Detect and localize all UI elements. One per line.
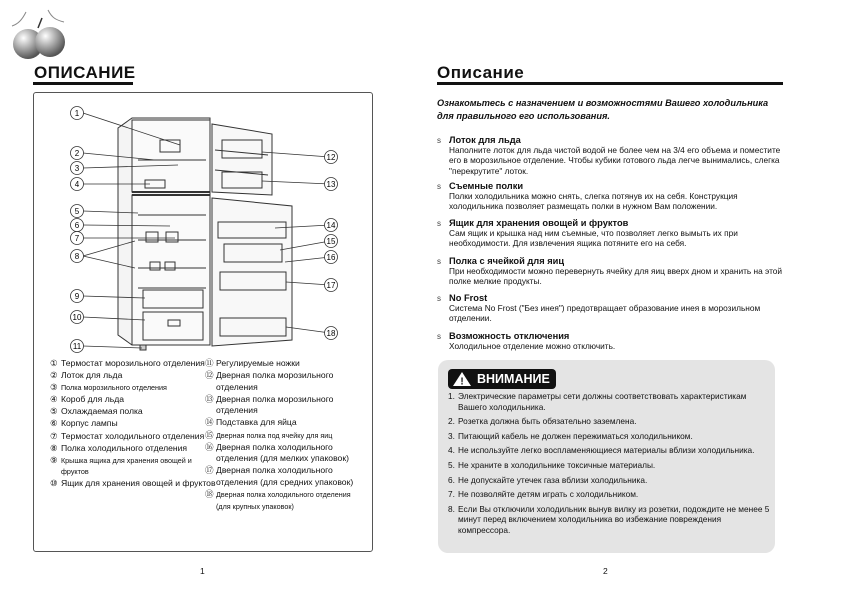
callout-label: 8 — [74, 252, 80, 261]
feature-body: Полки холодильника можно снять, слегка потянув их на себя. Конструкция холодильника позволяет размещать полки в нужном Вам положении. — [449, 191, 738, 212]
callout-label: 9 — [74, 292, 80, 301]
legend-text: Полка морозильного отделения — [61, 383, 167, 393]
bullet: s — [437, 182, 441, 191]
bullet: s — [437, 294, 441, 303]
warning-triangle-icon — [452, 371, 472, 387]
legend-number: ⑮ — [205, 429, 214, 440]
callout-label: 4 — [74, 180, 80, 189]
legend-item — [50, 418, 220, 430]
legend-item — [50, 455, 220, 478]
warning-text: Не используйте легко воспламеняющиеся материалы вблизи холодильника. — [458, 445, 755, 456]
legend-text: Термостат холодильного отделения — [61, 430, 205, 441]
legend-text: Короб для льда — [61, 394, 125, 405]
legend-item — [50, 431, 220, 443]
intro-text: Ознакомьтесь с назначением и возможностями Вашего холодильника для правильного его использования. — [437, 98, 769, 121]
feature-item — [437, 135, 787, 176]
legend-item — [50, 382, 220, 394]
legend-item — [50, 406, 220, 418]
feature-heading: No Frost — [449, 293, 488, 303]
warning-item — [448, 489, 773, 500]
feature-item — [437, 331, 787, 351]
warning-item — [448, 460, 773, 471]
legend-number: ⑫ — [205, 370, 214, 381]
legend-text: Регулируемые ножки — [216, 358, 300, 368]
feature-heading-row — [437, 218, 787, 228]
callout-label: 16 — [326, 253, 336, 262]
feature-heading: Полка с ячейкой для яиц — [449, 256, 565, 266]
feature-heading-row — [437, 256, 787, 266]
callout-label: 15 — [326, 237, 336, 246]
legend-number: ③ — [50, 382, 58, 393]
legend-item — [50, 443, 220, 455]
feature-heading: Возможность отключения — [449, 331, 570, 341]
warning-number: 2. — [448, 416, 455, 427]
callout-label: 6 — [74, 221, 80, 230]
feature-heading-row — [437, 181, 787, 191]
callout-label: 14 — [326, 221, 336, 230]
legend-number: ⑬ — [205, 393, 214, 404]
legend-item — [50, 478, 220, 490]
legend-number: ⑪ — [205, 358, 214, 368]
legend-text: Дверная полка морозильного отделения — [216, 370, 334, 392]
callout-label: 13 — [326, 180, 336, 189]
legend-text: Термостат морозильного отделения — [61, 358, 205, 368]
legend-left — [50, 358, 220, 491]
warning-list — [448, 391, 773, 540]
warning-item — [448, 391, 773, 412]
feature-body: Сам ящик и крышка над ним съемные, что позволяет легко вымыть их при необходимости. Для извлечения ящика потяните его на себя. — [449, 228, 738, 249]
warning-number: 8. — [448, 503, 455, 514]
feature-item — [437, 218, 787, 249]
feature-body: Наполните лоток для льда чистой водой не более чем на 3/4 его объема и поместите его в морозильное отделение. Чтобы кубики готового льда легче вынимались, слегка "перекрутите" лоток. — [449, 145, 781, 176]
legend-number: ① — [50, 358, 58, 368]
bullet: s — [437, 332, 441, 341]
legend-item — [50, 394, 220, 406]
page-title: ОПИСАНИЕ — [34, 63, 136, 82]
legend-item — [205, 358, 365, 370]
feature-body: Холодильное отделение можно отключить. — [449, 341, 616, 351]
legend-text: Лоток для льда — [61, 370, 123, 381]
feature-item — [437, 181, 787, 212]
warning-number: 1. — [448, 391, 455, 401]
legend-text: Дверная полка морозильного отделения — [216, 393, 334, 416]
warning-text: Не допускайте утечек газа вблизи холодильника. — [458, 474, 648, 485]
legend-number: ⑤ — [50, 406, 58, 417]
warning-item — [448, 416, 773, 427]
page-number-left: 1 — [200, 566, 205, 576]
legend-number: ⑩ — [50, 478, 58, 489]
page-title-right: Описание — [437, 63, 525, 82]
feature-heading: Ящик для хранения овощей и фруктов — [449, 218, 629, 228]
feature-body: При необходимости можно перевернуть ячейку для яиц вверх дном и хранить на этой полке мелкие продукты. — [449, 266, 783, 287]
warning-number: 7. — [448, 489, 455, 500]
callout-label: 5 — [74, 207, 80, 216]
page-number-right: 2 — [603, 566, 608, 576]
legend-number: ⑭ — [205, 417, 214, 428]
legend-item — [205, 394, 365, 417]
callout-label: 10 — [72, 313, 82, 322]
callout-label: 12 — [326, 153, 336, 162]
warning-text: Электрические параметры сети должны соответствовать характеристикам Вашего холодильника. — [458, 391, 747, 412]
legend-text: Крышка ящика для хранения овощей и фруктов — [61, 455, 192, 477]
feature-item — [437, 256, 787, 287]
legend-number: ② — [50, 370, 58, 381]
warning-item — [448, 445, 773, 456]
feature-heading-row — [437, 331, 787, 341]
legend-item — [205, 370, 365, 393]
callout-label: 1 — [74, 109, 80, 118]
title-underline-right — [437, 82, 783, 85]
legend-item — [205, 465, 365, 488]
callout-label: 3 — [74, 164, 80, 173]
warning-badge — [448, 369, 556, 389]
warning-title: ВНИМАНИЕ — [477, 372, 550, 386]
legend-item — [50, 358, 220, 370]
legend-text: Корпус лампы — [61, 418, 118, 429]
callout-label: 7 — [74, 234, 80, 243]
legend-text: Дверная полка холодильного отделения (для мелких упаковок) — [216, 441, 349, 464]
feature-body: Система No Frost ("Без инея") предотвращает образование инея в морозильном отделении. — [449, 303, 761, 324]
legend-item — [50, 370, 220, 382]
legend-number: ⑯ — [205, 441, 214, 452]
legend-text: Дверная полка холодильного отделения (для крупных упаковок) — [216, 490, 351, 511]
warning-number: 5. — [448, 459, 455, 470]
feature-item — [437, 293, 787, 324]
legend-number: ⑨ — [50, 454, 58, 465]
warning-number: 4. — [448, 445, 455, 456]
legend-text: Полка холодильного отделения — [61, 442, 188, 453]
svg-text:!: ! — [460, 376, 464, 387]
legend-item — [205, 417, 365, 429]
warning-text: Не позволяйте детям играть с холодильником. — [458, 489, 639, 500]
feature-heading: Лоток для льда — [449, 135, 521, 145]
bullet: s — [437, 136, 441, 145]
callout-label: 11 — [72, 342, 82, 351]
legend-text: Дверная полка холодильного отделения (для средних упаковок) — [216, 465, 354, 487]
bullet: s — [437, 219, 441, 228]
warning-number: 6. — [448, 474, 455, 485]
legend-item — [205, 442, 365, 465]
warning-text: Питающий кабель не должен пережиматься холодильником. — [458, 430, 693, 441]
callout-label: 17 — [326, 281, 336, 290]
legend-item — [205, 489, 365, 512]
bullet: s — [437, 257, 441, 266]
warning-item — [448, 431, 773, 442]
callout-label: 18 — [326, 329, 336, 338]
legend-text: Подставка для яйца — [216, 417, 297, 428]
feature-heading: Съемные полки — [449, 181, 524, 191]
legend-number: ⑱ — [205, 489, 214, 500]
legend-item — [205, 430, 365, 442]
warning-text: Если Вы отключили холодильник вынув вилку из розетки, подождите не менее 5 минут перед включением холодильника во избежание повреждения компрессора. — [458, 503, 770, 535]
legend-right — [205, 358, 365, 513]
warning-text: Розетка должна быть обязательно заземлена. — [458, 416, 637, 427]
legend-number: ④ — [50, 394, 58, 405]
warning-number: 3. — [448, 430, 455, 441]
callout-label: 2 — [74, 149, 80, 158]
legend-text: Дверная полка под ячейку для яиц — [216, 430, 333, 440]
legend-number: ⑰ — [205, 465, 214, 476]
legend-number: ⑦ — [50, 430, 58, 441]
legend-number: ⑧ — [50, 442, 58, 453]
legend-text: Охлаждаемая полка — [61, 406, 143, 417]
feature-heading-row — [437, 135, 787, 145]
warning-item — [448, 475, 773, 486]
legend-text: Ящик для хранения овощей и фруктов — [61, 478, 216, 489]
warning-item — [448, 504, 773, 536]
feature-heading-row — [437, 293, 787, 303]
warning-text: Не храните в холодильнике токсичные материалы. — [458, 459, 656, 470]
legend-number: ⑥ — [50, 418, 58, 429]
